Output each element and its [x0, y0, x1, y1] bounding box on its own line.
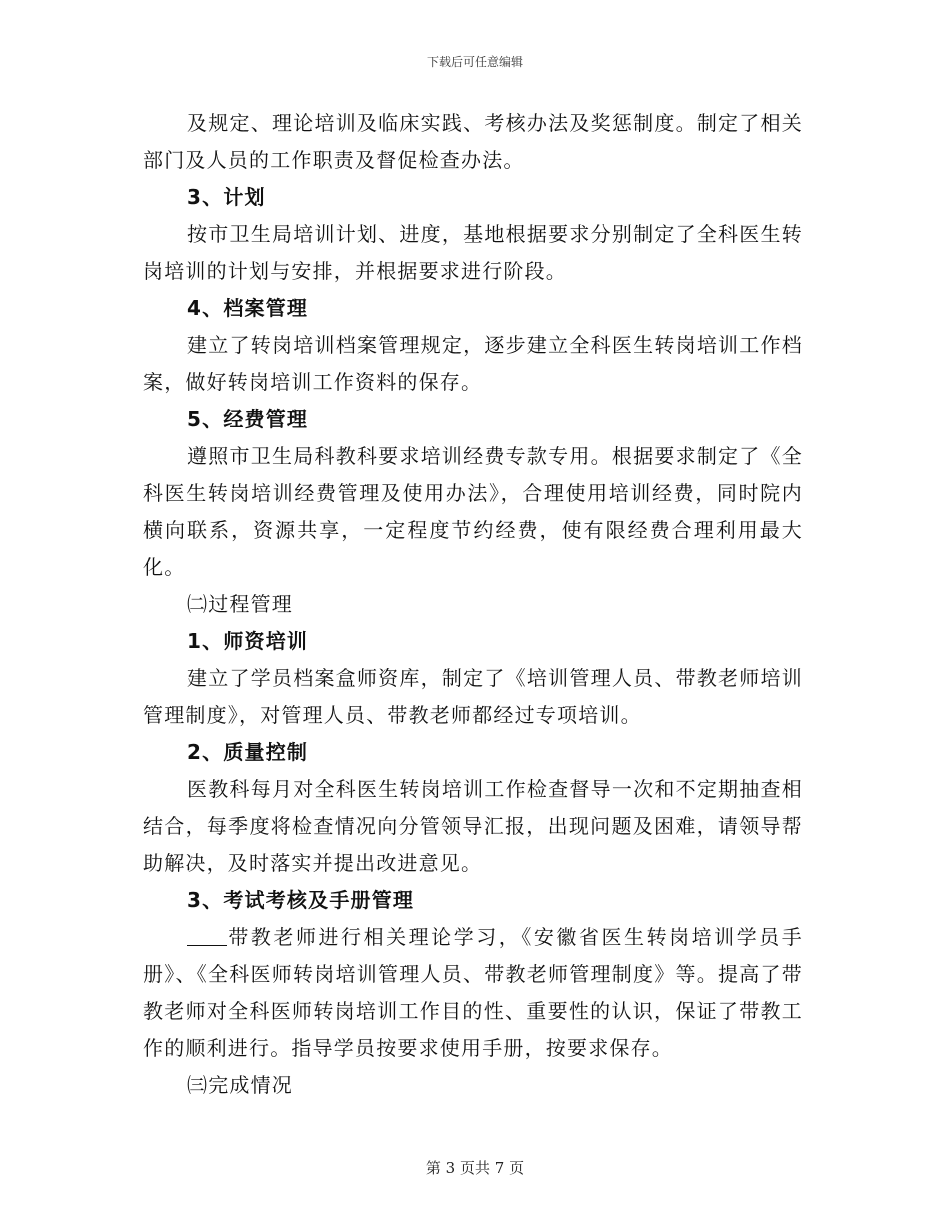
paragraph: 及规定、理论培训及临床实践、考核办法及奖惩制度。制定了相关部门及人员的工作职责及督促检查办法。 — [143, 111, 803, 172]
subheading-funding-management: 5、经费管理 — [187, 407, 309, 431]
page-header: 下载后可任意编辑 — [426, 55, 523, 69]
subheading-plan: 3、计划 — [187, 185, 266, 209]
paragraph-text: 带教老师进行相关理论学习，《安徽省医生转岗培训学员手册》、《全科医师转岗培训管理人员、带教老师管理制度》等。提高了带教老师对全科医师转岗培训工作目的性、重要性的认识，保证了带教工作的顺利进行。指导学员按要求使用手册，按要求保存。 — [143, 925, 803, 1060]
paragraph: 按市卫生局培训计划、进度，基地根据要求分别制定了全科医生转岗培训的计划与安排，并根据要求进行阶段。 — [143, 222, 803, 283]
paragraph-with-blank — [143, 919, 803, 1067]
subheading-archive-management: 4、档案管理 — [187, 296, 309, 320]
subheading-exam-and-handbook: 3、考试考核及手册管理 — [187, 888, 415, 912]
subheading-quality-control: 2、质量控制 — [187, 740, 309, 764]
subheading-teacher-training: 1、师资培训 — [187, 629, 309, 653]
paragraph: 遵照市卫生局科教科要求培训经费专款专用。根据要求制定了《全科医生转岗培训经费管理及使用办法》，合理使用培训经费，同时院内横向联系，资源共享，一定程度节约经费，使有限经费合理利用最大化。 — [143, 444, 803, 579]
section-title-process-management: ㈡过程管理 — [187, 592, 293, 616]
paragraph: 医教科每月对全科医生转岗培训工作检查督导一次和不定期抽查相结合，每季度将检查情况向分管领导汇报，出现问题及困难，请领导帮助解决，及时落实并提出改进意见。 — [143, 777, 803, 875]
section-title-completion: ㈢完成情况 — [187, 1073, 293, 1097]
paragraph: 建立了学员档案盒师资库，制定了《培训管理人员、带教老师培训管理制度》，对管理人员、带教老师都经过专项培训。 — [143, 666, 803, 727]
paragraph: 建立了转岗培训档案管理规定，逐步建立全科医生转岗培训工作档案，做好转岗培训工作资料的保存。 — [143, 333, 803, 394]
blank-underline — [187, 925, 227, 946]
document-body — [143, 105, 803, 1104]
page-footer: 第 3 页共 7 页 — [425, 1159, 525, 1177]
